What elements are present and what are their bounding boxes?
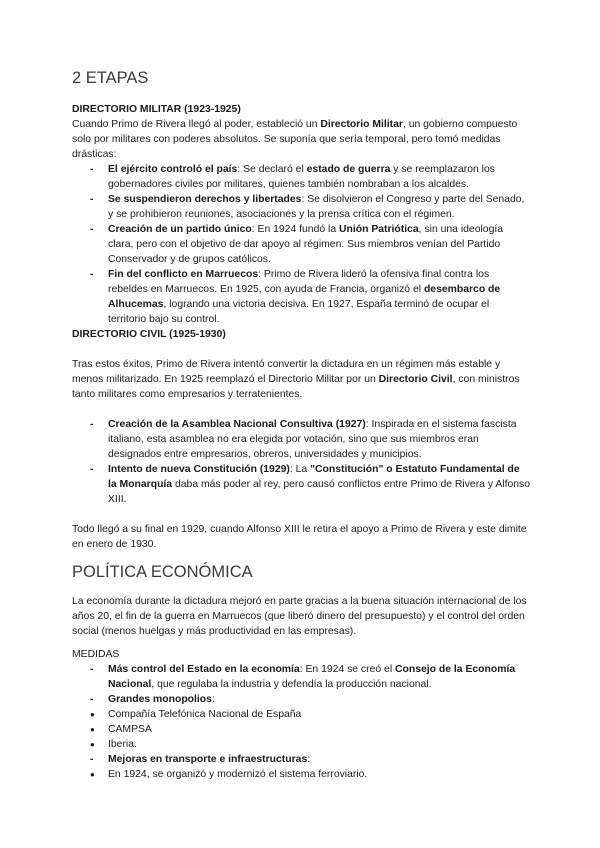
dash-bullet-icon (90, 417, 102, 432)
list-medidas (72, 662, 530, 782)
medidas-label: MEDIDAS (72, 649, 120, 660)
dot-bullet-icon (90, 722, 102, 737)
list-item: ● Iberia. (72, 737, 530, 752)
list-item: ● CAMPSA (72, 722, 530, 737)
list-item: ● Compañía Telefónica Nacional de España (72, 707, 530, 722)
dash-bullet-icon (90, 222, 102, 237)
list-civil (72, 417, 530, 507)
list-item: ● En 1924, se organizó y modernizó el sistema ferroviario. (72, 767, 530, 782)
list-item: - Se suspendieron derechos y libertades: Se disolvieron el Congreso y parte del Senado, y se prohibieron reuniones, asociaciones y la prensa crítica con el régimen. (72, 192, 530, 222)
dash-bullet-icon (90, 692, 102, 707)
dash-bullet-icon (90, 662, 102, 677)
paragraph-civil-intro: Tras estos éxitos, Primo de Rivera intentó convertir la dictadura en un régimen más estable y menos militarizado. En 1925 reemplazó el Directorio Militar por un Directorio Civil, con ministros tanto militares como empresarios y terratenientes. (72, 359, 520, 400)
list-item: - Mejoras en transporte e infraestructuras: (72, 752, 530, 767)
paragraph-militar-intro: Cuando Primo de Rivera llegó al poder, estableció un Directorio Militar, un gobierno compuesto solo por militares con poderes absolutos. Se suponía que sería temporal, pero tomó medidas drásticas: (72, 119, 518, 160)
list-item: - Fin del conflicto en Marruecos: Primo de Rivera lideró la ofensiva final contra los rebeldes en Marruecos. En 1925, con ayuda de Francia, organizó el desembarco de Alhucemas, logrando una victoria decisiva. En 1927, España terminó de ocupar el territorio bajo su control. (72, 267, 530, 327)
heading-directorio-civil: DIRECTORIO CIVIL (1925-1930) (72, 329, 226, 340)
dash-bullet-icon (90, 752, 102, 767)
list-militar (72, 162, 530, 327)
list-item: - El ejército controló el país: Se declaró el estado de guerra y se reemplazaron los gobernadores civiles por militares, quienes también nombraban a los alcaldes. (72, 162, 530, 192)
section-title-politica-economica: POLÍTICA ECONÓMICA (72, 563, 253, 581)
paragraph-civil-closing: Todo llegó a su final en 1929, cuando Alfonso XIII le retira el apoyo a Primo de Rivera y este dimite en enero de 1930. (72, 524, 527, 550)
list-item: - Creación de un partido único: En 1924 fundó la Unión Patriótica, sin una ideología clara, pero con el objetivo de dar apoyo al régimen. Sus miembros venían del Partido Conservador y de grupos católicos. (72, 222, 530, 267)
section-title-etapas: 2 ETAPAS (72, 69, 149, 87)
list-item: - Creación de la Asamblea Nacional Consultiva (1927): Inspirada en el sistema fascista italiano, esta asamblea no era elegida por votación, sino que sus miembros eran designados entre empresarios, obreros, universidades y municipios. (72, 417, 530, 462)
dash-bullet-icon (90, 462, 102, 477)
list-item: - Grandes monopolios: (72, 692, 530, 707)
list-item: - Intento de nueva Constitución (1929): La "Constitución" o Estatuto Fundamental de la Monarquía daba más poder al rey, pero causó conflictos entre Primo de Rivera y Alfonso XIII. (72, 462, 530, 507)
dot-bullet-icon (90, 767, 102, 782)
dash-bullet-icon (90, 192, 102, 207)
dash-bullet-icon (90, 267, 102, 282)
dot-bullet-icon (90, 707, 102, 722)
dash-bullet-icon (90, 162, 102, 177)
list-item: - Más control del Estado en la economía: En 1924 se creó el Consejo de la Economía Nacional, que regulaba la industria y defendía la producción nacional. (72, 662, 530, 692)
heading-directorio-militar: DIRECTORIO MILITAR (1923-1925) (72, 104, 241, 115)
dot-bullet-icon (90, 737, 102, 752)
paragraph-economia-intro: La economía durante la dictadura mejoró en parte gracias a la buena situación internacional de los años 20, el fin de la guerra en Marruecos (que liberó dinero del presupuesto) y el control del orden social (menos huelgas y más productividad en las empresas). (72, 596, 527, 637)
